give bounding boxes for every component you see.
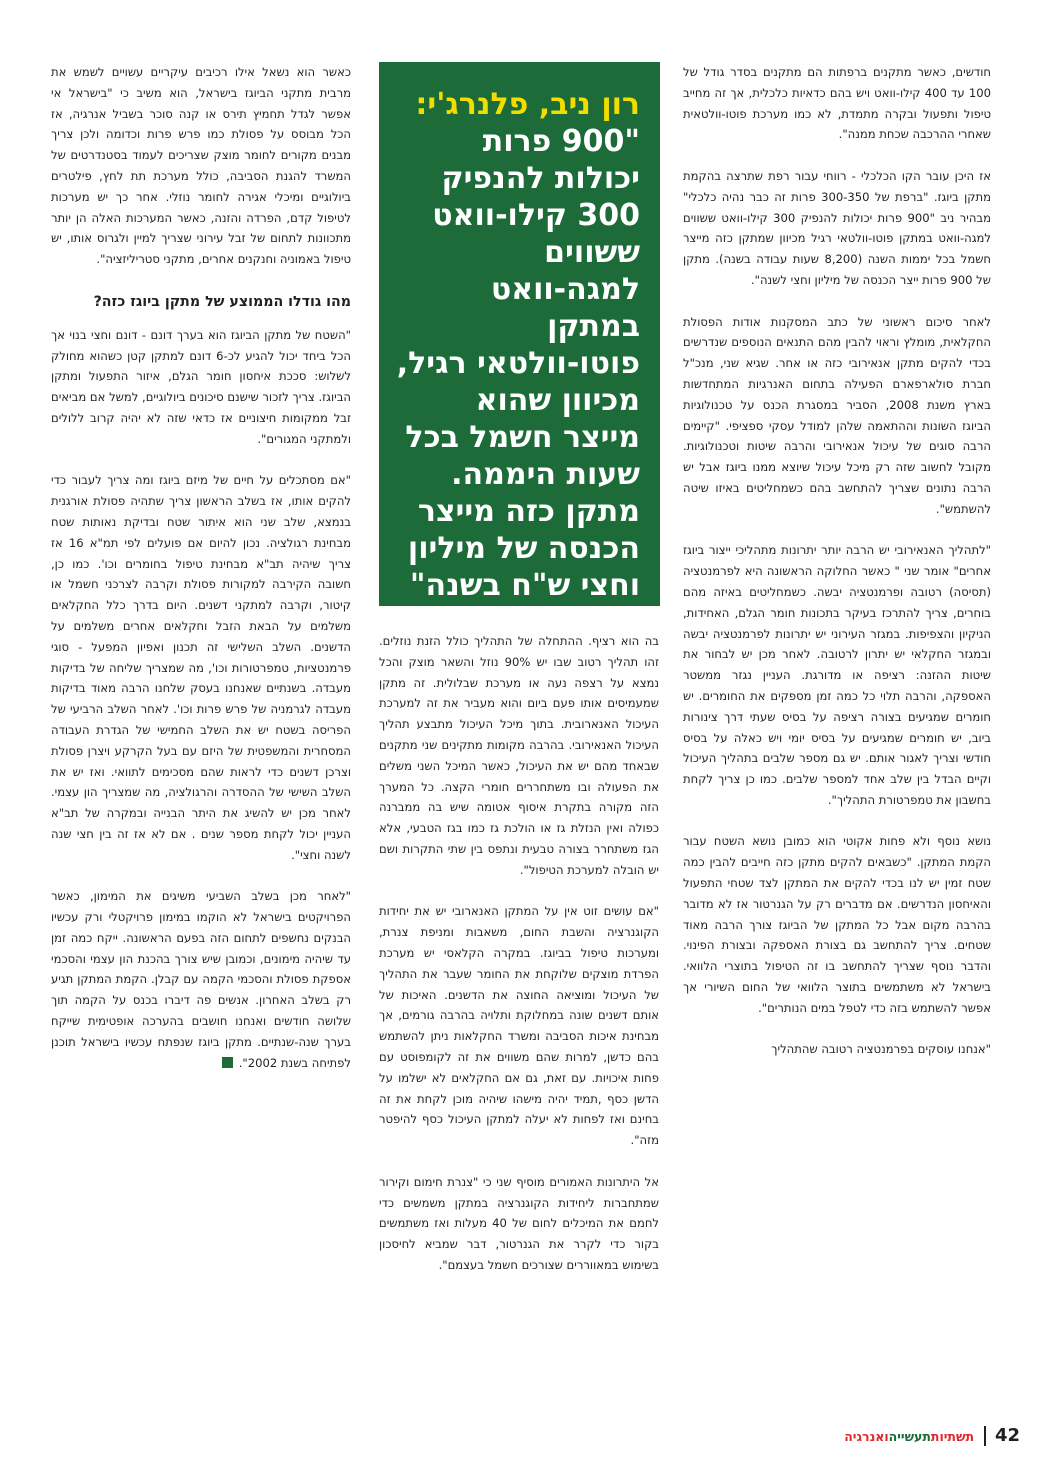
magazine-name-part3: ואנרגיה xyxy=(844,1429,889,1444)
magazine-name-part2: תעשייה xyxy=(888,1429,931,1444)
body-paragraph: חודשים, כאשר מתקנים ברפתות הם מתקנים בסדר גודל של 100 עד 400 קילו-וואט ויש בהם כדאיות כלכלית, אך זה מחייב טיפול ותפעול ובקרה מתמדת, לא כמו מערכת פוטו-וולטאית שאחרי ההרכבה שכחת ממנה". xyxy=(683,65,991,142)
body-paragraph: "אנחנו עוסקים בפרמנטציה רטובה שהתהליך xyxy=(771,1042,991,1057)
end-of-article-mark xyxy=(222,1057,233,1068)
body-paragraph: "אם עושים זוט אין על המתקן האנארובי יש את יחידות הקוגנרציה והשבת החום, משאבות ומניפת צנרת, ומערכות טיפול בביוגז. במקרה הקלאסי יש מערכת הפרדת מוצקים שלוקחת את החומר שעבר את התהליך של העיכול ומוציאה החוצה את הדשנים. האיכות של אותם דשנים שונה במחלוקת ותלויה בהרבה גורמים, אך מבחינת איכות הסביבה ומשרד החקלאות ניתן להשתמש בהם כדשן, למרות שהם משווים את זה לקומפוסט עם פחות איכויות. עם זאת, גם אם החקלאים לא ישלמו על הדשן כסף ,תמיד יהיה מישהו שיהיה מוכן לקחת את זה בחינם ואז לפחות לא יעלה למתקן העיכול כסף להיפטר מזה". xyxy=(379,904,659,1148)
article-column-middle xyxy=(379,631,659,1276)
body-paragraph-final xyxy=(51,886,351,1073)
magazine-name-part1: תשתיות xyxy=(930,1429,974,1444)
article-column-right xyxy=(683,62,991,1060)
magazine-name xyxy=(844,1429,974,1445)
body-paragraph: "אם מסתכלים על חיים של מיזם ביוגז ומה צריך לעבור כדי להקים אותו, אז בשלב הראשון צריך שתהיה פסולת אורגנית בנמצא, שלב שני הוא איתור שטח ובדיקת נאותות שטח מבחינת רגולציה. נכון להיום אם פועלים לפי תמ"א 16 אז צריך שיהיה תב"א מבחינת טיפול בחומרים וכו'. כמו כן, חשובה הקירבה למקורות פסולת וקרבה לצרכני חשמל או קיטור, וקרבה למתקני דשנים. היום בדרך כלל החקלאים משלמים על הבאת הזבל וחקלאים אחרים משלמים על הדשנים. השלב השלישי זה תכנון ואפיון המפעל - סוגי פרמנטציות, טמפרטורות וכו', מה שמצריך שליחה של בדיקות מעבדה. בשנתיים שאנחנו בעסק שלחנו הרבה מאוד בדיקות מעבדה לגרמניה של פרש פרות וכו'. לאחר השלב הרביעי של הפריסה בשטח יש את השלב החמישי של הגדרת העבודה המסחרית והמשפטית של היזם עם בעל הקרקע ויצרן פסולת וצרכן דשנים כדי לראות שהם מסכימים לתוואי. ואז יש את השלב השישי של ההסדרה והרגולציה, מה שמצריך הון עצמי. לאחר מכן יש להשיג את היתר הבנייה ובמקרה של תב"א העניין יכול לקחת מספר שנים . אם לא אז זה בין חצי שנה לשנה וחצי". xyxy=(51,473,351,862)
body-paragraph: בה הוא רציף. ההתחלה של התהליך כולל הזנת נוזלים. זהו תהליך רטוב שבו יש 90% נוזל והשאר מוצק והכל נמצא על רצפה נעה או מערכת שבלולית. זה מתקן שמעמיסים אותו פעם ביום והוא מעביר את זה למערכת העיכול האנארובית. בתוך מיכל העיכול מתבצע תהליך העיכול האנאירובי. בהרבה מקומות מתקינים שני מתקנים שבאחד מהם יש את העיכול, כאשר המיכל השני משלים את הפעולה ובו משתחררים חומרי הקצה. כל המערך הזה מקורה בתקרת איסוף אטומה שיש בה ממברנה כפולה ואין הנזלת גז או הולכת גז כמו בגז הטבעי, אלא הגז משתחרר בצורה טבעית ונתפס בין שתי התקרות ושם יש הובלה למערכת הטיפול". xyxy=(379,634,659,877)
body-paragraph: אז היכן עובר הקו הכלכלי - רווחי עבור רפת שתרצה בהקמת מתקן ביוגז. "ברפת של 300-350 פרות זה כבר נהיה כלכלי" מבהיר ניב "900 פרות יכולות להנפיק 300 קילו-וואט ששווים למגה-וואט במתקן פוטו-וולטאי רגיל מכיוון שמתקן כזה מייצר חשמל בכל יממות השנה (8,200 שעות עבודה בשנה). מתקן של 900 פרות ייצר הכנסה של מיליון וחצי לשנה". xyxy=(683,168,991,287)
body-paragraph: "לתהליך האנאירובי יש הרבה יותר יתרונות מתהליכי ייצור ביוגז אחרים" אומר שני " כאשר החלוקה הראשונה היא לפרמנטציה (תסיסה) רטובה ופרמנטציה יבשה. כשמחליטים באיזה מהם בוחרים, צריך להתרכז בעיקר בתכונות חומר הגלם, האחידות, הניקיון והצפיפות. במגזר העירוני יש יתרונות לפרמנטציה יבשה ובמגזר החקלאי יש יתרון לרטובה. לאחר מכן יש לבחור את שיטות ההזנה: רציפה או מדורגת. העניין נגזר ממשטר האספקה, והרבה תלוי כל כמה זמן מספקים את החומרים. יש חומרים שמגיעים בצורה רציפה על בסיס שעתי דרך צינורות ביוב, יש חומרים שמגיעים על בסיס יומי ויש כאלה על בסיס חודשי וצריך לאגור אותם. יש גם מספר שלבים בתהליך העיכול וקיים הבדל בין שלב אחד למספר שלבים. כמו כן צריך לקחת בחשבון את טמפרטורת התהליך". xyxy=(683,543,991,807)
pull-quote-text: "900 פרות יכולות להנפיק 300 קילו-וואט ששווים למגה-וואט במתקן פוטו-וולטאי רגיל, מכיוון שהוא מייצר חשמל בכל שעות היממה. מתקן כזה מייצר הכנסה של מיליון וחצי ש"ח בשנה" xyxy=(396,124,640,603)
page-footer xyxy=(845,1425,1020,1451)
body-paragraph: נושא נוסף ולא פחות אקוטי הוא כמובן נושא השטח עבור הקמת המתקן. "כשבאים להקים מתקן כזה חייבים להבין כמה שטח זמין יש לנו בכדי להקים את המתקן לצד שטחי התפעול והאיחסון הנדרשים. אם מדברים רק על הגנרטור אז לא מדובר בהרבה מקום אבל כל המתקן של הביוגז צורך הרבה מאוד שטחים. צריך להתחשב גם בצורת האספקה ובצורת הפינוי. והדבר נוסף שצריך להתחשב בו זה הטיפול בתוצרי הלוואי. בישראל לא משתמשים בתוצר הלוואי של החום השיורי אך אפשר להשתמש בזה כדי לטפל במים הנותרים". xyxy=(683,834,991,1015)
body-paragraph: אל היתרונות האמורים מוסיף שני כי "צנרת חימום וקירור שמתחברות ליחידות הקוגנרציה במתקן משמשים כדי לחמם את המיכלים לחום של 40 מעלות ואז משתמשים בקור כדי לקרר את הגנרטור, דבר שמביא לחיסכון בשימוש במאווררים שצורכים חשמל בעצמם". xyxy=(379,1174,659,1272)
body-paragraph: לאחר סיכום ראשוני של כתב המסקנות אודות הפסולת החקלאית, מומלץ וראוי להבין מהם התנאים הנוספים שנדרשים בכדי להקים מתקן אנאירובי כזה או אחר. שגיא שני, מנכ"ל חברת סולארפארם הפעילה בתחום האנרגיות המתחדשות בארץ משנת 2008, הסביר במסגרת הכנס על טכנולוגיות הביוגז השונות וההתאמה שלהן למודל עסקי ספציפי. "קיימים הרבה סוגים של עיכול אנאירובי והרבה שיטות וטכנולוגיות. מקובל לחשוב שזה רק מיכל עיכול שיוצא ממנו ביוגז אבל יש הרבה נתונים שצריך להתחשב בהם כשמחליטים באיזו שיטה להשתמש". xyxy=(683,314,991,516)
footer-divider xyxy=(984,1426,986,1446)
article-column-left xyxy=(51,62,351,1073)
body-paragraph: כאשר הוא נשאל אילו רכיבים עיקריים עשויים לשמש את מרבית מתקני הביוגז בישראל, הוא משיב כי "בישראל אי אפשר לגדל תחמיץ תירס או קנה סוכר בשביל אנרגיה, אז הכל מבוסס על פסולת כמו פרש פרות וכדומה ולכן צריך מבנים מקורים לחומר מוצק שצריכים לעמוד בסטנדרטים של המשרד להגנת הסביבה, כולל מערכת תת לחץ, פילטרים ביולוגיים ומיכלי אגירה לחומר נוזלי. אחר כך יש מערכות לטיפול קדם, הפרדה והזנה, כאשר המערכות האלה הן יותר מתכוונות לתחום של זבל עירוני שצריך למיין ולגרוס אותו, יש טיפול באמוניה וחנקנים אחרים, מתקני סטריליזציה". xyxy=(51,65,351,267)
pull-quote-speaker: רון ניב, פלנרג'י: xyxy=(415,87,640,122)
pull-quote-box xyxy=(379,62,660,606)
page-number: 42 xyxy=(994,1425,1020,1446)
body-paragraph-text: "לאחר מכן בשלב השביעי משיגים את המימון, כאשר הפרויקטים בישראל לא הוקמו במימון פרויקטלי ורק עכשיו הבנקים נחשפים לתחום הזה בפעם הראשונה. ייקח כמה זמן עד שיהיה מימונים, וכמובן שיש צורך בהכנת הון עצמי והסכמי אספקת פסולת והסכמי הקמה עם קבלן. הקמת המתקן תגיע רק בשלב האחרון. אנשים פה דיברו בכנס על הקמה תוך שלושה חודשים ואנחנו חושבים בהערכה אופטימית שייקח בערך שנה-שנתיים. מתקן ביוגז שנפתח עכשיו בישראל תוכנן לפתיחה בשנת 2002". xyxy=(51,889,351,1070)
section-subheading: מהו גודלו הממוצע של מתקן ביוגז כזה? xyxy=(93,293,351,310)
body-paragraph: "השטח של מתקן הביוגז הוא בערך דונם - דונם וחצי בנוי אך הכל ביחד יכול להגיע לכ-6 דונם למתקן קטן כשהוא מחולק לשלוש: סככת איחסון חומר הגלם, איזור התפעול ומתקן הביוגז. צריך לזכור שישנם סיכונים ביולוגיים, למשל אם מביאים זבל ממקומות חיצוניים אז כדאי שזה לא יהיה קרוב ללולים ולמתקני המגורים". xyxy=(51,327,351,446)
